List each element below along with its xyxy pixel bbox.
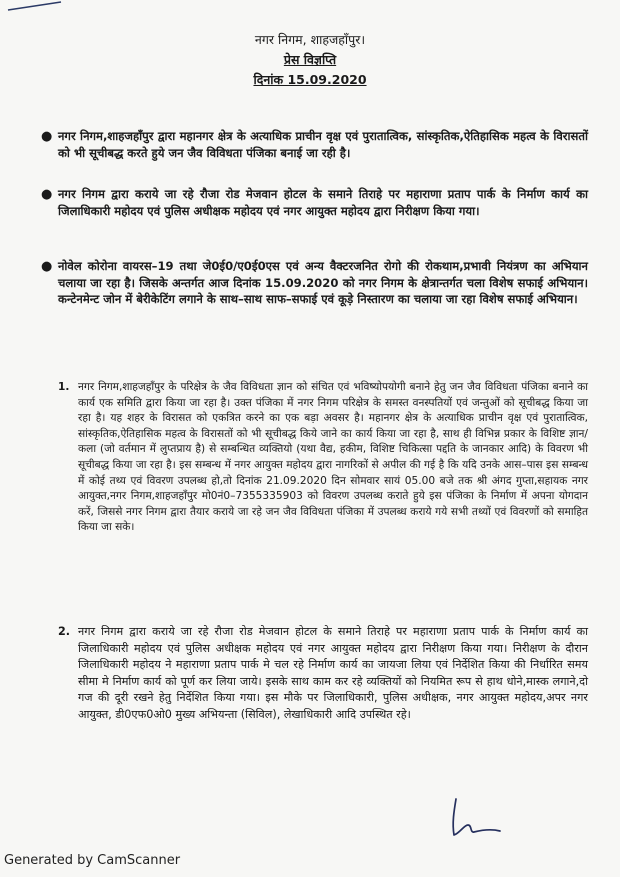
document-date: दिनांक 15.09.2020 <box>253 72 367 87</box>
item-text: नगर निगम द्वारा कराये जा रहे रौजा रोड मेजवान होटल के समाने तिराहे पर महाराणा प्रताप पार्क के निर्माण कार्य का जिलाधिकारी महोदय एवं पुलिस अधीक्षक महोदय एवं नगर आयुक्त महोदय द्वारा निरीक्षण किया गया। निरीक्षण के दौरान जिलाधिकारी महोदय ने महाराणा प्रताप पार्क मे चल रहे निर्माण कार्य का जायजा लिया एवं निर्देशित किया की निर्धारित समय सीमा मे निर्माण कार्य को पूर्ण कर लिया जाये। इसके साथ काम कर रहे व्यक्तियों को नियमित रूप से हाथ धोने,मास्क लगाने,दो गज की दूरी रखने हेतु निर्देशित किया गया। इस मौके पर जिलाधिकारी, पुलिस अधीक्षक, नगर आयुक्त महोदय,अपर नगर आयुक्त, डी0एफ0ओ0 मुख्य अभियन्ता (सिविल), लेखाधिकारी आदि उपस्थित रहे। <box>78 625 588 721</box>
bullet-text: नगर निगम,शाहजहाँपुर द्वारा महानगर क्षेत्र के अत्याधिक प्राचीन वृक्ष एवं पुरातात्विक, सांस्कृतिक,ऐतिहासिक महत्व के विरासतों को भी सूचीबद्ध करते हुये जन जैव विविधता पंजिका बनाई जा रही है। <box>58 129 588 160</box>
signature-icon <box>444 795 504 841</box>
numbered-item-1 <box>58 380 588 536</box>
footer-watermark: Generated by CamScanner <box>4 853 181 868</box>
item-text: नगर निगम,शाहजहाँपुर के परिक्षेत्र के जैव विविधता ज्ञान को संचित एवं भविष्योपयोगी बनाने हेतु जन जैव विविधता पंजिका बनाने का कार्य एक समिति द्वारा किया जा रहा है। उक्त पंजिका में नगर निगम परिक्षेत्र के समस्त वनस्पतियों एवं जन्तुओं को सूचीबद्ध किया जा रहा है। यह शहर के विरासत को एकत्रित करने का एक बड़ा अवसर है। महानगर क्षेत्र के अत्याधिक प्राचीन वृक्ष एवं पुरातात्विक, सांस्कृतिक,ऐतिहासिक महत्व के विरासतों को भी सूचीबद्ध किये जाने का कार्य किया जा रहा है, साथ ही विभिन्न प्रकार के विशिष्ट ज्ञान/कला (जो वर्तमान में लुप्तप्राय है) से सम्बन्धित व्यक्तियो (यथा वैद्य, हकीम, विशिष्ट चिकित्सा पद्दति के जानकार आदि) के विवरण भी सूचीबद्ध किया जा रहा है। इस सम्बन्ध में नगर आयुक्त महोदय द्वारा नागरिकों से अपील की गई है कि यदि उनके आस–पास इस सम्बन्ध में कोई तथ्य एवं विवरण उपलब्ध हो,तो दिनांक 21.09.2020 दिन सोमवार सायं 05.00 बजे तक श्री अंगद गुप्ता,सहायक नगर आयुक्त,नगर निगम,शाहजहाँपुर मो0नं0–7355335903 को विवरण उपलब्ध कराते हुये इस पंजिका के निर्माण में अपना योगदान करें, जिससे नगर निगम द्वारा तैयार कराये जा रहे जन जैव विविधता पंजिका में उपलब्ध कराये गये सभी तथ्यों एवं विवरणों को समाहित किया जा सके। <box>78 381 588 534</box>
bullet-text: नोवेल कोरोना वायरस–19 तथा जे0ई0/ए0ई0एस एवं अन्य वैक्टरजनित रोगो की रोकथाम,प्रभावी नियंत्रण का अभियान चलाया जा रहा है। जिसके अन्तर्गत आज दिनांक 15.09.2020 को नगर निगम के क्षेत्रान्तर्गत चला विशेष सफाई अभियान। कन्टेनमेन्ट जोन में बेरीकेटिंग लगाने के साथ–साथ साफ–सफाई एवं कूड़े निस्तारण का चलाया जा रहा विशेष सफाई अभियान। <box>58 259 588 306</box>
item-number: 1. <box>58 381 70 393</box>
org-name: नगर निगम, शाहजहाँपुर। <box>254 32 366 47</box>
corner-pen-mark-icon <box>6 0 66 14</box>
bullet-item <box>41 128 588 161</box>
bullet-item <box>41 186 588 219</box>
bullet-item <box>41 258 588 308</box>
numbered-item-2 <box>58 624 588 724</box>
bullet-dot-icon: ● <box>41 259 53 274</box>
bullet-dot-icon: ● <box>41 129 53 144</box>
bullet-dot-icon: ● <box>41 187 53 202</box>
item-number: 2. <box>58 625 71 638</box>
document-type: प्रेस विज्ञप्ति <box>283 52 337 67</box>
bullet-text: नगर निगम द्वारा कराये जा रहे रौजा रोड मेजवान होटल के समाने तिराहे पर महाराणा प्रताप पार्क के निर्माण कार्य का जिलाधिकारी महोदय एवं पुलिस अधीक्षक महोदय एवं नगर आयुक्त महोदय द्वारा निरीक्षण किया गया। <box>58 187 588 218</box>
